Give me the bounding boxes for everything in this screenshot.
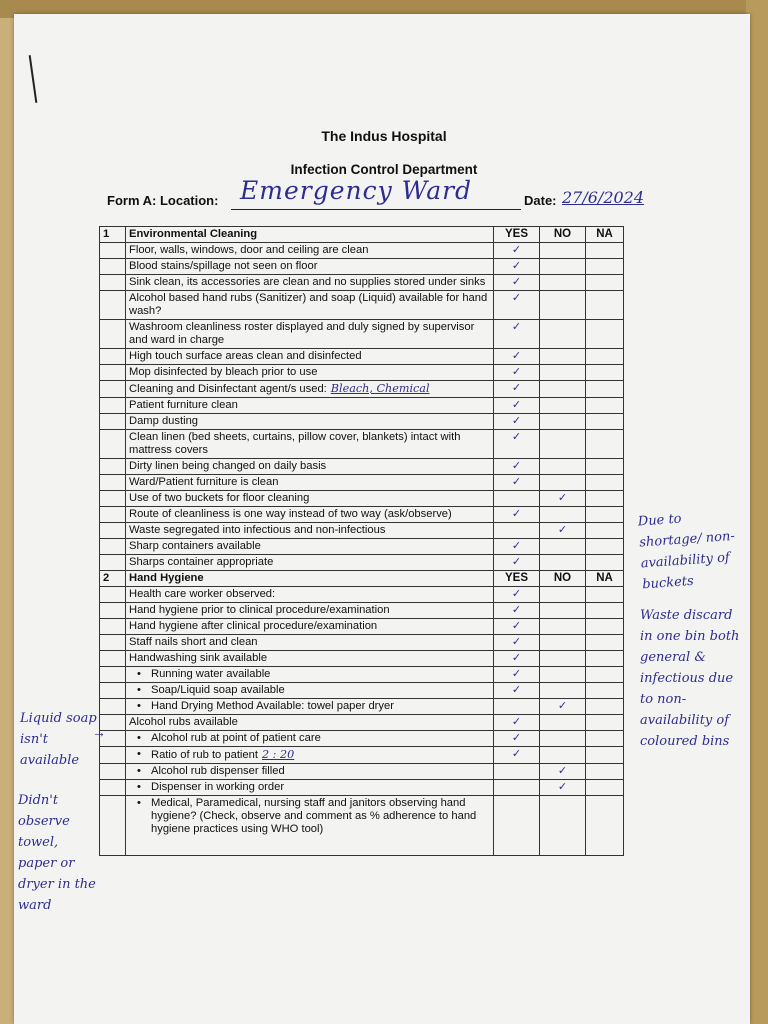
row-number-cell <box>100 320 126 349</box>
checklist-item <box>126 398 494 414</box>
no-check-cell[interactable] <box>540 747 586 764</box>
na-check-cell[interactable] <box>586 587 624 603</box>
checklist-item <box>126 491 494 507</box>
checklist-item-text: Alcohol rub dispenser filled <box>151 765 285 777</box>
checklist-row <box>100 619 624 635</box>
row-number-cell <box>100 349 126 365</box>
checklist-item <box>126 587 494 603</box>
na-check-cell[interactable] <box>586 747 624 764</box>
row-number-cell <box>100 507 126 523</box>
na-check-cell[interactable] <box>586 398 624 414</box>
checklist-item-wrapper <box>129 524 385 536</box>
checklist-item <box>126 731 494 747</box>
checklist-row <box>100 587 624 603</box>
row-number-cell <box>100 764 126 780</box>
checklist-item-wrapper <box>129 797 490 836</box>
checklist-item-wrapper <box>129 781 490 794</box>
checklist-row <box>100 507 624 523</box>
checklist-item-text: Hand hygiene prior to clinical procedure/examination <box>129 604 390 616</box>
na-check-cell[interactable] <box>586 619 624 635</box>
na-check-cell[interactable] <box>586 523 624 539</box>
checklist-item <box>126 555 494 571</box>
no-check-cell[interactable] <box>540 683 586 699</box>
yes-check-cell[interactable]: ✓ <box>494 459 540 475</box>
checklist-item <box>126 715 494 731</box>
na-check-cell[interactable] <box>586 259 624 275</box>
no-check-cell[interactable] <box>540 459 586 475</box>
no-check-cell[interactable] <box>540 365 586 381</box>
yes-check-cell[interactable] <box>494 764 540 780</box>
no-check-cell[interactable]: ✓ <box>540 699 586 715</box>
checklist-item-wrapper <box>129 748 490 762</box>
row-number-cell <box>100 619 126 635</box>
row-number-cell <box>100 414 126 430</box>
no-check-cell[interactable]: ✓ <box>540 780 586 796</box>
checklist-item <box>126 365 494 381</box>
checklist-item-wrapper <box>129 350 362 362</box>
checklist-row <box>100 731 624 747</box>
row-number-cell <box>100 275 126 291</box>
checklist-item-text: Mop disinfected by bleach prior to use <box>129 366 318 378</box>
checklist-item-wrapper <box>129 508 452 520</box>
handwritten-note-buckets: Due to shortage/ non-availability of buckets <box>637 511 736 593</box>
no-check-cell[interactable] <box>540 275 586 291</box>
checklist-item-wrapper <box>129 620 377 632</box>
na-check-cell[interactable] <box>586 491 624 507</box>
yes-check-cell[interactable]: ✓ <box>494 667 540 683</box>
handwritten-note-waste: Waste discard in one bin both general & infectious due to non-availability of coloured bins <box>640 608 740 749</box>
handwritten-field-value[interactable]: Bleach, Chemical <box>330 382 430 395</box>
row-number-cell <box>100 523 126 539</box>
checklist-item-text: Patient furniture clean <box>129 399 238 411</box>
checklist-row <box>100 715 624 731</box>
yes-check-cell[interactable]: ✓ <box>494 731 540 747</box>
na-check-cell[interactable] <box>586 715 624 731</box>
checklist-item-wrapper <box>129 244 368 256</box>
checklist-item-text: Alcohol based hand rubs (Sanitizer) and soap (Liquid) available for hand wash? <box>129 292 488 317</box>
checklist-item-text: Use of two buckets for floor cleaning <box>129 492 310 504</box>
checklist-item-text: Clean linen (bed sheets, curtains, pillow cover, blankets) intact with mattress covers <box>129 431 461 456</box>
yes-check-cell[interactable]: ✓ <box>494 275 540 291</box>
checklist-item-text: Alcohol rubs available <box>129 716 238 728</box>
checklist-item-wrapper <box>129 460 326 472</box>
yes-check-cell[interactable]: ✓ <box>494 619 540 635</box>
checklist-row <box>100 603 624 619</box>
section-title: Hand Hygiene <box>126 571 494 587</box>
na-check-cell[interactable] <box>586 414 624 430</box>
handwritten-note-soap: Liquid soap isn't available <box>20 711 97 768</box>
na-check-cell[interactable] <box>586 349 624 365</box>
checklist-item-wrapper <box>129 321 474 346</box>
checklist-row <box>100 764 624 780</box>
checklist-item <box>126 764 494 780</box>
no-check-cell[interactable] <box>540 587 586 603</box>
checklist-item-wrapper <box>129 260 317 272</box>
yes-check-cell[interactable]: ✓ <box>494 539 540 555</box>
yes-column-header: YES <box>494 227 540 243</box>
checklist-row <box>100 491 624 507</box>
checklist-item <box>126 259 494 275</box>
checklist-item-text: Health care worker observed: <box>129 588 276 600</box>
yes-check-cell[interactable]: ✓ <box>494 381 540 398</box>
yes-column-header: YES <box>494 571 540 587</box>
form-location-label: Form A: Location: <box>107 193 219 208</box>
no-check-cell[interactable] <box>540 291 586 320</box>
na-check-cell[interactable] <box>586 796 624 856</box>
checklist-item-text: Damp dusting <box>129 415 199 427</box>
date-label: Date: <box>524 193 557 208</box>
na-check-cell[interactable] <box>586 507 624 523</box>
no-check-cell[interactable] <box>540 619 586 635</box>
na-check-cell[interactable] <box>586 764 624 780</box>
row-number-cell <box>100 587 126 603</box>
na-check-cell[interactable] <box>586 780 624 796</box>
checklist-item-text: Floor, walls, windows, door and ceiling are clean <box>129 244 369 256</box>
checklist-row <box>100 365 624 381</box>
no-check-cell[interactable] <box>540 475 586 491</box>
row-number-cell <box>100 459 126 475</box>
checklist-row <box>100 699 624 715</box>
handwritten-note-drying: Didn't observe towel, paper or dryer in the ward <box>18 793 96 913</box>
checklist-row <box>100 475 624 491</box>
checklist-item-text: Waste segregated into infectious and non-infectious <box>129 524 386 536</box>
checklist-item <box>126 459 494 475</box>
checklist-table <box>99 226 624 856</box>
no-check-cell[interactable] <box>540 539 586 555</box>
section-title: Environmental Cleaning <box>126 227 494 243</box>
checklist-item-text: Running water available <box>151 668 271 680</box>
checklist-row <box>100 259 624 275</box>
no-check-cell[interactable] <box>540 796 586 856</box>
no-check-cell[interactable] <box>540 381 586 398</box>
checklist-item-wrapper <box>129 556 273 568</box>
checklist-item <box>126 651 494 667</box>
yes-check-cell[interactable]: ✓ <box>494 715 540 731</box>
checklist-item-text: Cleaning and Disinfectant agent/s used: <box>129 383 327 395</box>
row-number-cell <box>100 635 126 651</box>
checklist-item-text: Ward/Patient furniture is clean <box>129 476 279 488</box>
checklist-item-wrapper <box>129 431 460 456</box>
checklist-item-wrapper <box>129 366 317 378</box>
checklist-item <box>126 603 494 619</box>
checklist-row <box>100 539 624 555</box>
na-check-cell[interactable] <box>586 651 624 667</box>
checklist-row <box>100 780 624 796</box>
checklist-item-wrapper <box>129 652 267 664</box>
na-check-cell[interactable] <box>586 291 624 320</box>
checklist-row <box>100 651 624 667</box>
no-check-cell[interactable] <box>540 603 586 619</box>
no-check-cell[interactable]: ✓ <box>540 764 586 780</box>
location-value[interactable]: Emergency Ward <box>240 176 473 205</box>
checklist-item <box>126 635 494 651</box>
checklist-item <box>126 523 494 539</box>
yes-check-cell[interactable]: ✓ <box>494 398 540 414</box>
checklist-row <box>100 555 624 571</box>
checklist-row <box>100 349 624 365</box>
checklist-row <box>100 414 624 430</box>
checklist-item-wrapper <box>129 476 278 488</box>
yes-check-cell[interactable]: ✓ <box>494 747 540 764</box>
na-check-cell[interactable] <box>586 699 624 715</box>
section-header-row <box>100 227 624 243</box>
na-check-cell[interactable] <box>586 459 624 475</box>
checklist-item-text: Blood stains/spillage not seen on floor <box>129 260 318 272</box>
checklist-item <box>126 507 494 523</box>
yes-check-cell[interactable]: ✓ <box>494 651 540 667</box>
yes-check-cell[interactable]: ✓ <box>494 475 540 491</box>
checklist-item-wrapper <box>129 604 390 616</box>
checklist-item <box>126 475 494 491</box>
yes-check-cell[interactable]: ✓ <box>494 635 540 651</box>
no-check-cell[interactable]: ✓ <box>540 523 586 539</box>
checklist-item <box>126 291 494 320</box>
yes-check-cell[interactable]: ✓ <box>494 259 540 275</box>
checklist-item-wrapper <box>129 668 490 681</box>
section-number: 2 <box>100 571 126 587</box>
checklist-item-wrapper <box>129 700 490 713</box>
checklist-row <box>100 243 624 259</box>
checklist-item <box>126 320 494 349</box>
row-number-cell <box>100 259 126 275</box>
yes-check-cell[interactable] <box>494 780 540 796</box>
no-column-header: NO <box>540 571 586 587</box>
checklist-row <box>100 635 624 651</box>
na-check-cell[interactable] <box>586 539 624 555</box>
checklist-item <box>126 747 494 764</box>
checklist-item <box>126 414 494 430</box>
yes-check-cell[interactable]: ✓ <box>494 320 540 349</box>
yes-check-cell[interactable]: ✓ <box>494 349 540 365</box>
checklist-row <box>100 683 624 699</box>
checklist-item-wrapper <box>129 415 198 427</box>
checklist-item-text: Dispenser in working order <box>151 781 285 793</box>
row-number-cell <box>100 430 126 459</box>
na-check-cell[interactable] <box>586 475 624 491</box>
yes-check-cell[interactable] <box>494 796 540 856</box>
no-check-cell[interactable]: ✓ <box>540 491 586 507</box>
no-check-cell[interactable] <box>540 731 586 747</box>
checklist-item-text: Handwashing sink available <box>129 652 268 664</box>
row-number-cell <box>100 796 126 856</box>
yes-check-cell[interactable]: ✓ <box>494 587 540 603</box>
row-number-cell <box>100 699 126 715</box>
na-column-header: NA <box>586 571 624 587</box>
yes-check-cell[interactable] <box>494 523 540 539</box>
row-number-cell <box>100 475 126 491</box>
checklist-item <box>126 699 494 715</box>
checklist-item-wrapper <box>129 636 258 648</box>
checklist-row <box>100 796 624 856</box>
checklist-row <box>100 523 624 539</box>
na-check-cell[interactable] <box>586 381 624 398</box>
checklist-item-text: Sink clean, its accessories are clean and no supplies stored under sinks <box>129 276 486 288</box>
checklist-item-text: Route of cleanliness is one way instead of two way (ask/observe) <box>129 508 452 520</box>
row-number-cell <box>100 243 126 259</box>
no-check-cell[interactable] <box>540 715 586 731</box>
checklist-item-wrapper <box>129 684 490 697</box>
checklist-row <box>100 320 624 349</box>
checklist-item <box>126 667 494 683</box>
no-check-cell[interactable] <box>540 414 586 430</box>
na-column-header: NA <box>586 227 624 243</box>
row-number-cell <box>100 667 126 683</box>
na-check-cell[interactable] <box>586 603 624 619</box>
row-number-cell <box>100 491 126 507</box>
row-number-cell <box>100 683 126 699</box>
date-value[interactable]: 27/6/2024 <box>562 188 645 207</box>
na-check-cell[interactable] <box>586 635 624 651</box>
yes-check-cell[interactable]: ✓ <box>494 683 540 699</box>
checklist-item <box>126 796 494 856</box>
checklist-item-text: Hand hygiene after clinical procedure/examination <box>129 620 378 632</box>
checklist-item-text: Soap/Liquid soap available <box>151 684 285 696</box>
checklist-item-wrapper <box>129 492 309 504</box>
no-check-cell[interactable] <box>540 259 586 275</box>
checklist-row <box>100 275 624 291</box>
na-check-cell[interactable] <box>586 320 624 349</box>
checklist-item-wrapper <box>129 732 490 745</box>
checklist-item <box>126 683 494 699</box>
row-number-cell <box>100 603 126 619</box>
checklist-row <box>100 398 624 414</box>
no-check-cell[interactable] <box>540 651 586 667</box>
na-check-cell[interactable] <box>586 243 624 259</box>
no-check-cell[interactable] <box>540 320 586 349</box>
checklist-item-text: Medical, Paramedical, nursing staff and janitors observing hand hygiene? (Check, observe and comment as % adherence to hand hygiene practices using WHO tool) <box>151 797 477 835</box>
yes-check-cell[interactable]: ✓ <box>494 430 540 459</box>
checklist-row <box>100 459 624 475</box>
checklist-item-text: Ratio of rub to patient <box>151 749 258 761</box>
yes-check-cell[interactable]: ✓ <box>494 291 540 320</box>
checklist-item-wrapper <box>129 383 430 395</box>
yes-check-cell[interactable]: ✓ <box>494 555 540 571</box>
checklist-item-wrapper <box>129 276 485 288</box>
no-check-cell[interactable] <box>540 507 586 523</box>
checklist-item-wrapper <box>129 716 238 728</box>
row-number-cell <box>100 651 126 667</box>
row-number-cell <box>100 291 126 320</box>
row-number-cell <box>100 365 126 381</box>
checklist-item-text: Washroom cleanliness roster displayed and duly signed by supervisor and ward in charge <box>129 321 475 346</box>
yes-check-cell[interactable] <box>494 699 540 715</box>
no-check-cell[interactable] <box>540 635 586 651</box>
checklist-item-text: High touch surface areas clean and disinfected <box>129 350 362 362</box>
checklist-row <box>100 291 624 320</box>
section-header-row <box>100 571 624 587</box>
checklist-item-wrapper <box>129 765 490 778</box>
yes-check-cell[interactable]: ✓ <box>494 507 540 523</box>
yes-check-cell[interactable]: ✓ <box>494 603 540 619</box>
no-check-cell[interactable] <box>540 349 586 365</box>
checklist-item <box>126 349 494 365</box>
checklist-item <box>126 381 494 398</box>
checklist-item <box>126 243 494 259</box>
na-check-cell[interactable] <box>586 683 624 699</box>
yes-check-cell[interactable]: ✓ <box>494 243 540 259</box>
checklist-item-wrapper <box>129 588 275 600</box>
no-check-cell[interactable] <box>540 667 586 683</box>
checklist-item <box>126 619 494 635</box>
row-number-cell <box>100 398 126 414</box>
handwritten-field-value[interactable]: 2 : 20 <box>261 748 295 761</box>
row-number-cell <box>100 747 126 764</box>
na-check-cell[interactable] <box>586 365 624 381</box>
checklist-row <box>100 667 624 683</box>
no-check-cell[interactable] <box>540 430 586 459</box>
na-check-cell[interactable] <box>586 430 624 459</box>
arrow-icon: → <box>92 724 106 740</box>
no-check-cell[interactable] <box>540 243 586 259</box>
location-underline <box>231 209 521 210</box>
na-check-cell[interactable] <box>586 731 624 747</box>
checklist-item-text: Staff nails short and clean <box>129 636 258 648</box>
checklist-item-text: Sharp containers available <box>129 540 261 552</box>
checklist-item <box>126 430 494 459</box>
row-number-cell <box>100 539 126 555</box>
checklist-item-text: Alcohol rub at point of patient care <box>151 732 321 744</box>
no-check-cell[interactable] <box>540 555 586 571</box>
checklist-item-wrapper <box>129 540 261 552</box>
checklist-item-text: Sharps container appropriate <box>129 556 274 568</box>
department-name: Infection Control Department <box>290 162 478 177</box>
yes-check-cell[interactable] <box>494 491 540 507</box>
yes-check-cell[interactable]: ✓ <box>494 365 540 381</box>
row-number-cell <box>100 381 126 398</box>
na-check-cell[interactable] <box>586 667 624 683</box>
yes-check-cell[interactable]: ✓ <box>494 414 540 430</box>
checklist-item-wrapper <box>129 292 487 317</box>
checklist-item <box>126 539 494 555</box>
na-check-cell[interactable] <box>586 275 624 291</box>
checklist-item <box>126 275 494 291</box>
no-column-header: NO <box>540 227 586 243</box>
checklist-item <box>126 780 494 796</box>
na-check-cell[interactable] <box>586 555 624 571</box>
checklist-row <box>100 430 624 459</box>
section-number: 1 <box>100 227 126 243</box>
row-number-cell <box>100 780 126 796</box>
checklist-item-text: Hand Drying Method Available: towel paper dryer <box>151 700 394 712</box>
hospital-name: The Indus Hospital <box>321 128 447 144</box>
checklist-item-text: Dirty linen being changed on daily basis <box>129 460 327 472</box>
checklist-item-wrapper <box>129 399 238 411</box>
no-check-cell[interactable] <box>540 398 586 414</box>
checklist-row <box>100 381 624 398</box>
checklist-row <box>100 747 624 764</box>
row-number-cell <box>100 555 126 571</box>
